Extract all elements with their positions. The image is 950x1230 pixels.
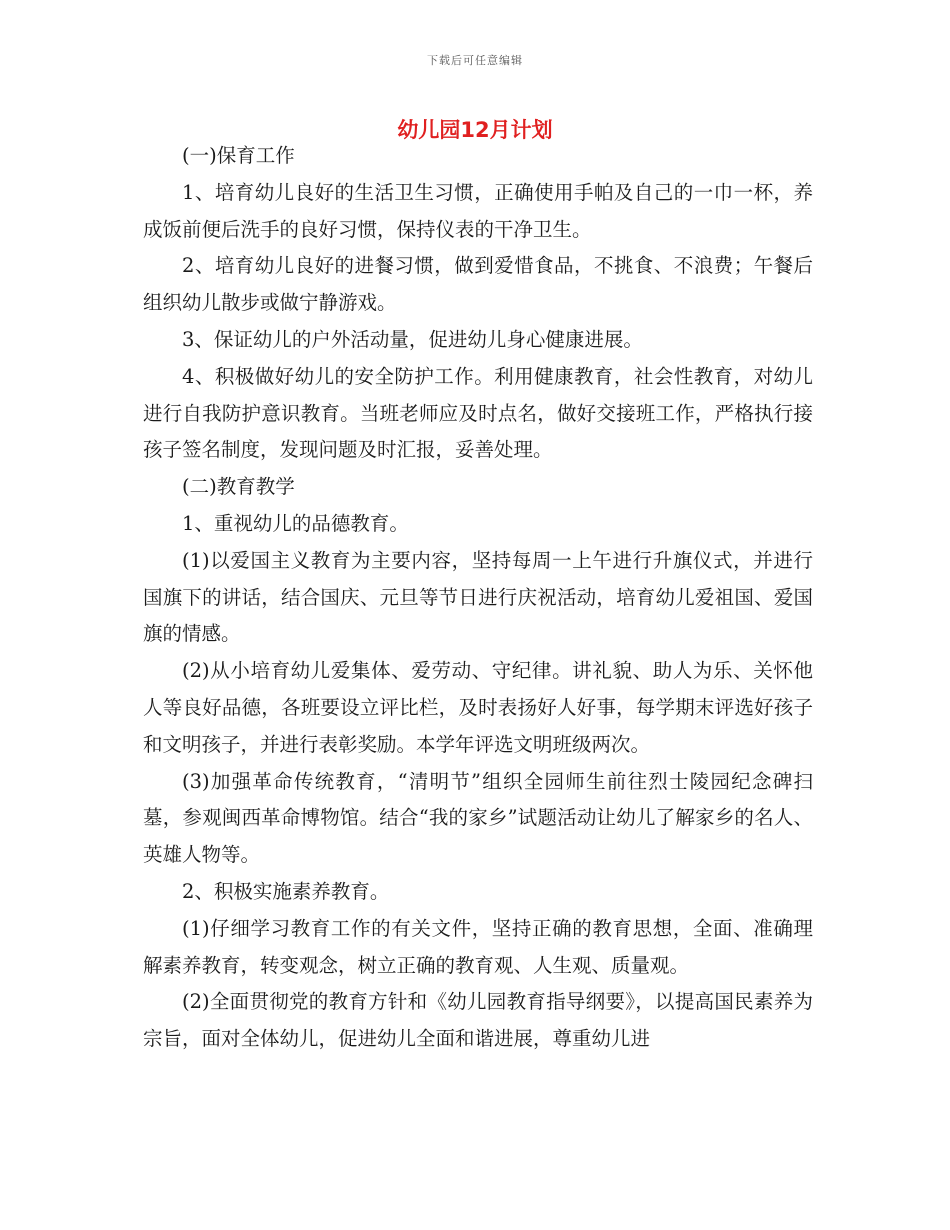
paragraph: (2)从小培育幼儿爱集体、爱劳动、守纪律。讲礼貌、助人为乐、关怀他人等良好品德，各班要设立评比栏，及时表扬好人好事，每学期末评选好孩子和文明孩子，并进行表彰奖励。本学年评选文明班级两次。 — [143, 659, 813, 756]
section-heading-teaching: (二)教育教学 — [182, 475, 295, 499]
paragraph: 1、重视幼儿的品德教育。 — [182, 511, 409, 535]
section-heading-care: (一)保育工作 — [182, 144, 295, 167]
paragraph: (1)仔细学习教育工作的有关文件，坚持正确的教育思想，全面、准确理解素养教育，转变观念，树立正确的教育观、人生观、质量观。 — [143, 916, 813, 977]
paragraph: 2、培育幼儿良好的进餐习惯，做到爱惜食品，不挑食、不浪费；午餐后组织幼儿散步或做宁静游戏。 — [143, 254, 813, 315]
paragraph: 2、积极实施素养教育。 — [182, 879, 390, 903]
document-title: 幼儿园12月计划 — [397, 118, 553, 142]
download-note: 下载后可任意编辑 — [427, 54, 523, 67]
document-body — [143, 138, 813, 1058]
paragraph: 1、培育幼儿良好的生活卫生习惯，正确使用手帕及自己的一巾一杯，养成饭前便后洗手的良好习惯，保持仪表的干净卫生。 — [143, 180, 813, 241]
paragraph: 3、保证幼儿的户外活动量，促进幼儿身心健康进展。 — [182, 327, 643, 351]
paragraph: (2)全面贯彻党的教育方针和《幼儿园教育指导纲要》，以提高国民素养为宗旨，面对全体幼儿，促进幼儿全面和谐进展，尊重幼儿进 — [143, 990, 813, 1051]
paragraph: (1)以爱国主义教育为主要内容，坚持每周一上午进行升旗仪式，并进行国旗下的讲话，结合国庆、元旦等节日进行庆祝活动，培育幼儿爱祖国、爱国旗的情感。 — [143, 548, 813, 646]
paragraph: 4、积极做好幼儿的安全防护工作。利用健康教育，社会性教育，对幼儿进行自我防护意识教育。当班老师应及时点名，做好交接班工作，严格执行接孩子签名制度，发现问题及时汇报，妥善处理。 — [143, 364, 813, 462]
paragraph: (3)加强革命传统教育，“清明节”组织全园师生前往烈士陵园纪念碑扫墓，参观闽西革命博物馆。结合“我的家乡”试题活动让幼儿了解家乡的名人、英雄人物等。 — [143, 769, 813, 867]
